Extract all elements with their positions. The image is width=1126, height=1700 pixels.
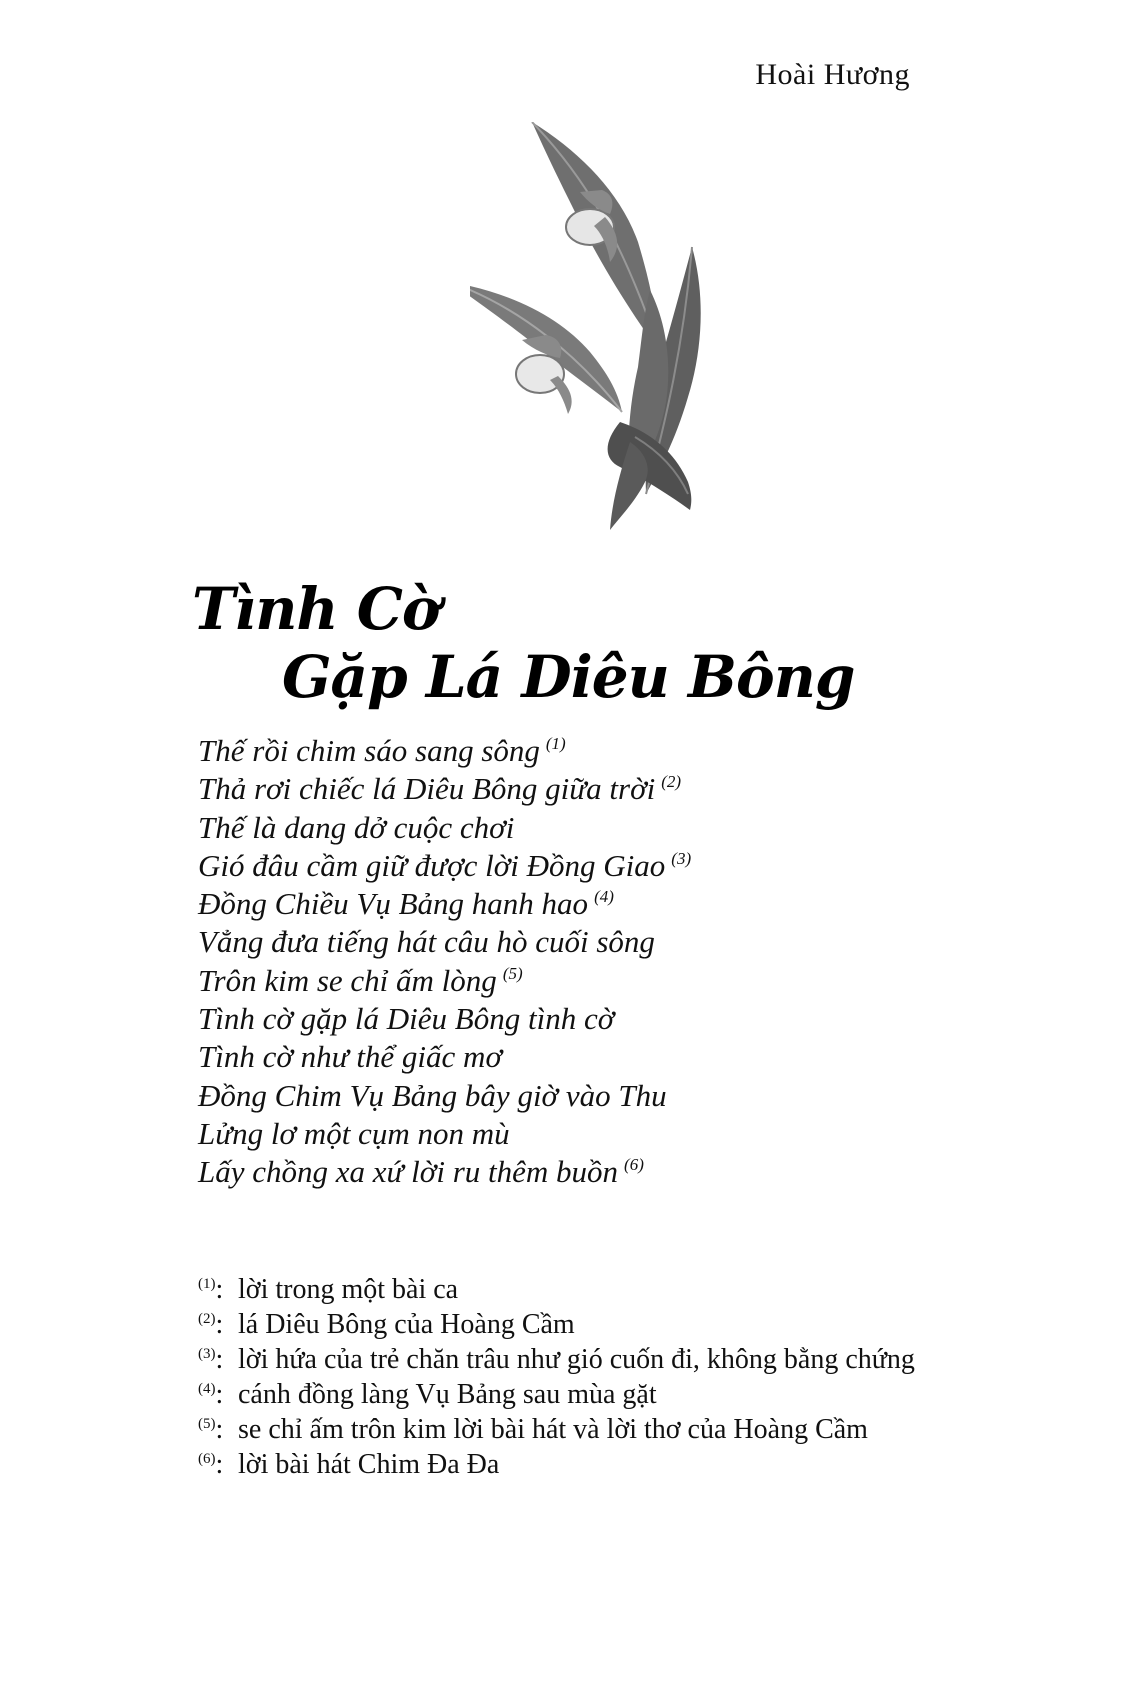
poem-line: Thế là dang dở cuộc chơi (198, 809, 515, 845)
footnote-text: lời trong một bài ca (238, 1274, 459, 1305)
footnote-text: lá Diêu Bông của Hoàng Cầm (238, 1309, 575, 1340)
footnote-mark: (1) (198, 1276, 216, 1292)
footnote-mark: (2) (198, 1311, 216, 1327)
footnote-item: $^{(3)}$: lời hứa của trẻ chăn trâu như gió cuốn đi, không bằng chứng (198, 1344, 915, 1375)
poem-line: Gió đâu cầm giữ được lời Đồng Giao $^{(3)}$ (198, 847, 692, 883)
poem-line: Thế rồi chim sáo sang sông $^{(1)}$ (198, 733, 566, 768)
poem-line: Lấy chồng xa xứ lời ru thêm buồn $^{(6)}$ (198, 1154, 644, 1190)
poem-line: Tình cờ gặp lá Diêu Bông tình cờ (198, 1001, 615, 1037)
poem-line: Đồng Chim Vụ Bảng bây giờ vào Thu (198, 1077, 667, 1113)
author-name: Hoài Hương (755, 58, 910, 91)
footnote-item: $^{(1)}$: lời trong một bài ca (198, 1274, 459, 1305)
footnote-text: cánh đồng làng Vụ Bảng sau mùa gặt (238, 1379, 657, 1410)
poem-line: Vẳng đưa tiếng hát câu hò cuối sông (198, 924, 655, 960)
footnote-item: $^{(2)}$: lá Diêu Bông của Hoàng Cầm (198, 1309, 575, 1340)
title-line-1: Tình Cờ (192, 575, 440, 643)
footnote-text: se chỉ ấm trôn kim lời bài hát và lời thơ của Hoàng Cầm (238, 1414, 868, 1445)
poem-line: Thả rơi chiếc lá Diêu Bông giữa trời $^{(2)}$ (198, 771, 682, 807)
footnote-ref: (4) (594, 887, 614, 907)
poem-body (198, 732, 918, 1192)
footnote-mark: (4) (198, 1381, 216, 1397)
footnotes (198, 1272, 938, 1482)
footnote-ref: (1) (545, 734, 566, 753)
footnote-text: lời hứa của trẻ chăn trâu như gió cuốn đi, không bằng chứng (238, 1344, 915, 1375)
footnote-item: $^{(4)}$: cánh đồng làng Vụ Bảng sau mùa gặt (198, 1379, 657, 1410)
orchid-illustration-icon (470, 122, 770, 582)
title-line-2: Gặp Lá Diêu Bông (282, 643, 855, 711)
poem-line: Tình cờ như thể giấc mơ (198, 1039, 502, 1075)
footnote-item: $^{(6)}$: lời bài hát Chim Đa Đa (198, 1449, 500, 1480)
footnote-ref: (6) (624, 1155, 644, 1175)
footnote-ref: (5) (502, 963, 523, 983)
footnote-mark: (5) (198, 1416, 216, 1432)
footnote-ref: (3) (671, 848, 692, 868)
poem-line: Trôn kim se chỉ ấm lòng $^{(5)}$ (198, 962, 523, 998)
footnote-mark: (6) (198, 1451, 216, 1467)
footnote-ref: (2) (661, 772, 682, 792)
footnote-mark: (3) (198, 1346, 216, 1362)
poem-line: Đồng Chiều Vụ Bảng hanh hao $^{(4)}$ (198, 886, 614, 922)
footnote-text: lời bài hát Chim Đa Đa (238, 1449, 500, 1480)
footnote-item: $^{(5)}$: se chỉ ấm trôn kim lời bài hát và lời thơ của Hoàng Cầm (198, 1414, 868, 1445)
poem-line: Lửng lơ một cụm non mù (198, 1115, 510, 1151)
